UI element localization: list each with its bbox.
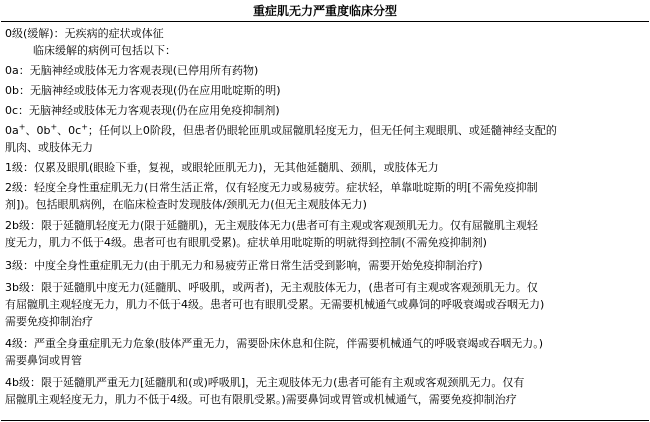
grade-4-line-2: 需要鼻饲或胃管	[5, 354, 82, 367]
grade-0c-label: 、0c	[57, 124, 82, 137]
plus-superscript: +	[81, 122, 88, 132]
grade-2b-row	[1, 213, 649, 251]
grade-4b-line-2: 屈髋肌主观轻度无力，肌力不低于4级。可也有限肌受累。)需要鼻饲或胃管或机械通气，需要免疫抑制治疗	[5, 393, 517, 406]
grade-2-line-1: 2级：轻度全身性重症肌无力(日常生活正常，仅有轻度无力或易疲劳。症状轻，单靠吡啶斯的明[不需免疫抑制	[5, 181, 538, 194]
grade-3-row	[1, 251, 649, 274]
grade-0a-row	[1, 59, 649, 79]
plus-superscript: +	[50, 122, 58, 132]
grade-4-line-1: 4级：严重全身重症肌无力危象(肢体严重无力，需要卧床休息和住院，伴需要机械通气的呼吸衰竭或吞咽无力。)	[5, 337, 544, 350]
grade-3b-row	[1, 274, 649, 330]
grade-3b-line-1: 3b级：限于延髓肌中度无力(延髓肌、呼吸肌，或两者)，无主观肢体无力，(患者可有主观或客观颈肌无力。仅	[5, 281, 538, 294]
plus-superscript: +	[18, 122, 26, 132]
grade-0-plus-line-2: 肌肉、或肢体无力	[5, 141, 93, 154]
grade-2b-line-2: 度无力，肌力不低于4级。患者可也有眼肌受累)。症状单用吡啶斯的明就得到控制(不需免疫抑制剂)	[5, 236, 487, 249]
grade-0c-text: 0c：无脑神经或肢体无力客观表现(仍在应用免疫抑制剂)	[5, 104, 280, 117]
grade-4b-line-1: 4b级：限于延髓肌严重无力[延髓肌和(或)呼吸肌]，无主观肢体无力(患者可能有主观或客观颈肌无力。仅有	[5, 376, 525, 389]
grade-0-plus-row	[1, 119, 649, 156]
grade-3b-line-2: 有屈髋肌主观轻度无力，肌力不低于4级。患者可也有眼肌受累。无需要机械通气或鼻饲的呼吸衰竭或吞咽无力)	[5, 298, 545, 311]
grade-2b-line-1: 2b级：限于延髓肌轻度无力(限于延髓肌)，无主观肢体无力(患者可有主观或客观颈肌无力。仅有屈髋肌主观轻	[5, 219, 538, 232]
grade-4b-row	[1, 369, 649, 408]
bottom-divider	[1, 420, 649, 421]
grade-0-subheading: 临床缓解的病例可包括以下：	[33, 44, 176, 57]
grade-1-text: 1级：仅累及眼肌(眼睑下垂，复视，或眼轮匝肌无力)，无其他延髓肌、颈肌，或肢体无力	[5, 161, 439, 174]
grade-2-row	[1, 176, 649, 213]
grade-2-line-2: 剂])。包括眼肌病例，在临床检查时发现肢体/颈肌无力(但无主观肢体无力)	[5, 198, 367, 211]
grade-1-row	[1, 156, 649, 176]
grade-4-row	[1, 330, 649, 369]
grade-0b-text: 0b：无脑神经或肢体无力客观表现(仍在应用吡啶斯的明)	[5, 84, 281, 97]
grade-0c-row	[1, 99, 649, 119]
grade-0-heading: 0级(缓解)：无疾病的症状或体征	[5, 27, 164, 40]
grade-3-text: 3级：中度全身性重症肌无力(由于肌无力和易疲劳正常日常生活受到影响，需要开始免疫抑制治疗)	[5, 259, 483, 272]
classification-document	[1, 0, 649, 408]
document-title: 重症肌无力严重度临床分型	[1, 0, 649, 22]
grade-0a-text: 0a：无脑神经或肢体无力客观表现(已停用所有药物)	[5, 64, 259, 77]
grade-0b-label: 、0b	[25, 124, 51, 137]
grade-0a-label: 0a	[5, 124, 19, 137]
grade-0b-row	[1, 79, 649, 99]
grade-3b-line-3: 需要免疫抑制治疗	[5, 315, 93, 328]
grade-0-block	[1, 22, 649, 59]
grade-0-plus-description: ；任何以上0阶段，但患者仍眼轮匝肌或屈髋肌轻度无力，但无任何主观眼肌、或延髓神经支配的	[87, 124, 557, 137]
grade-0-plus-line-1	[5, 122, 647, 139]
